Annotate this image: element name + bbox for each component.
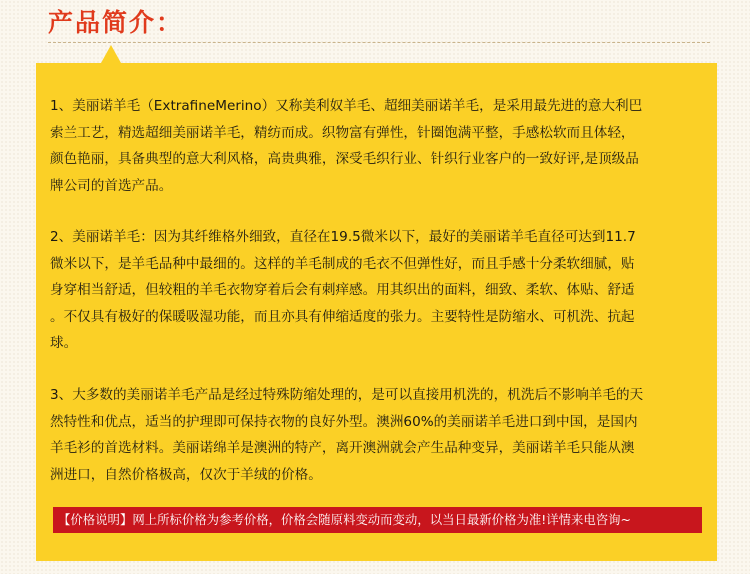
price-notice-banner: 【价格说明】网上所标价格为参考价格，价格会随原料变动而变动，以当日最新价格为准!详情来电咨询~ [53,507,702,533]
panel-pointer [101,45,121,63]
intro-paragraph-1: 1、美丽诺羊毛（ExtrafineMerino）又称美利奴羊毛、超细美丽诺羊毛，是采用最先进的意大利巴 索兰工艺，精选超细美丽诺羊毛，精纺而成。织物富有弹性，针圈饱满平整，手感松软而且体轻， 颜色艳丽，具备典型的意大利风格，高贵典雅，深受毛织行业、针织行业客户的一致好评,是顶级品 牌公司的首选产品。 [50,98,643,194]
section-title: 产品简介： [48,8,184,37]
title-divider [48,42,710,44]
intro-paragraph-2: 2、美丽诺羊毛：因为其纤维格外细致，直径在19.5微米以下，最好的美丽诺羊毛直径可达到11.7 微米以下，是羊毛品种中最细的。这样的羊毛制成的毛衣不但弹性好，而且手感十分柔软细腻，贴 身穿相当舒适，但较粗的羊毛衣物穿着后会有刺痒感。用其织出的面料，细致、柔软、体贴、舒适 。不仅具有极好的保暖吸湿功能，而且亦具有伸缩适度的张力。主要特性是防缩水、可机洗、抗起 球。 [50,229,636,351]
intro-paragraph-3: 3、大多数的美丽诺羊毛产品是经过特殊防缩处理的，是可以直接用机洗的，机洗后不影响羊毛的天 然特性和优点，适当的护理即可保持衣物的良好外型。澳洲60%的美丽诺羊毛进口到中国，是国内 羊毛衫的首选材料。美丽诺绵羊是澳洲的特产，离开澳洲就会产生品种变异，美丽诺羊毛只能从澳 洲进口，自然价格极高，仅次于羊绒的价格。 [50,387,644,483]
product-intro-panel [36,63,717,561]
